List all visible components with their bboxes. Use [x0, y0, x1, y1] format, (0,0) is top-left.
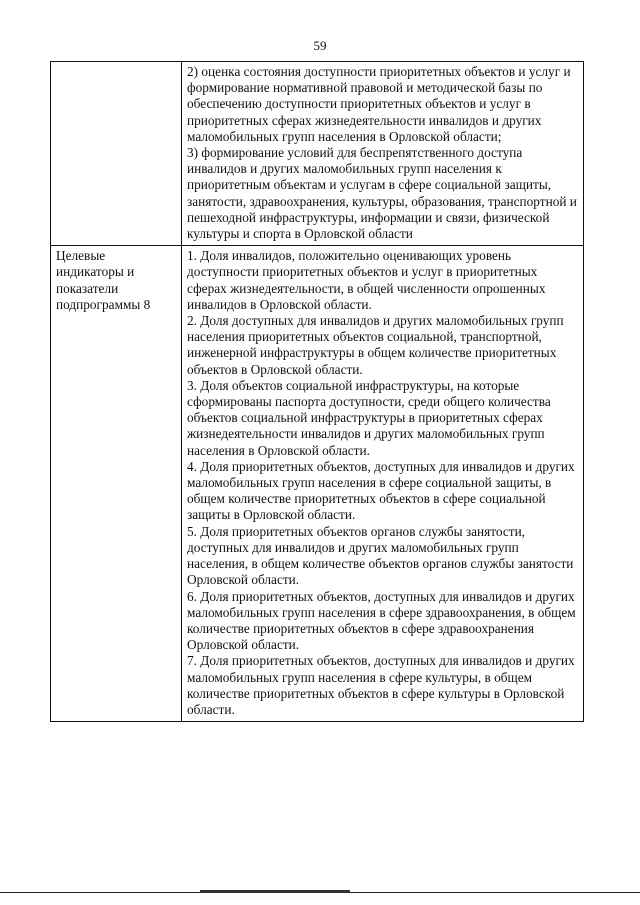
indicator-5: 5. Доля приоритетных объектов органов службы занятости, доступных для инвалидов и других маломобильных групп населения, в общем количестве объектов органов службы занятости Орловской области. [187, 523, 574, 588]
document-table [50, 61, 584, 722]
indicator-2: 2. Доля доступных для инвалидов и других маломобильных групп населения приоритетных объектов социальной, транспортной, инженерной инфраструктуры в общем количестве приоритетных объектов в Орловской области. [187, 313, 564, 377]
indicator-3: 3. Доля объектов социальной инфраструктуры, на которые сформированы паспорта доступности, среди общего количества объектов социальной инфраструктуры в приоритетных сферах жизнедеятельности инвалидов и других маломобильных групп населения в Орловской области. [187, 377, 551, 458]
indicator-7: 7. Доля приоритетных объектов, доступных для инвалидов и других маломобильных групп населения в сфере культуры, в общем количестве приоритетных объектов в сфере культуры в Орловской области. [187, 653, 575, 717]
paragraph: 2) оценка состояния доступности приоритетных объектов и услуг и формирование нормативной правовой и методической базы по обеспечению доступности приоритетных объектов и услуг в приоритетных сферах жизнедеятельности инвалидов и других маломобильных групп населения в Орловской области; [187, 64, 571, 144]
indicator-4: 4. Доля приоритетных объектов, доступных для инвалидов и других маломобильных групп населения в сфере социальной защиты, в общем количестве приоритетных объектов в сфере социальной защиты в Орловской области. [187, 458, 575, 523]
page-number: 59 [313, 38, 327, 53]
indicator-6: 6. Доля приоритетных объектов, доступных для инвалидов и других маломобильных групп населения в сфере здравоохранения, в общем количестве приоритетных объектов в сфере здравоохранения Орловской области. [187, 588, 576, 653]
table-row [51, 246, 584, 722]
paragraph: 3) формирование условий для беспрепятственного доступа инвалидов и других маломобильных групп населения к приоритетным объектам и услугам в сфере социальной защиты, занятости, здравоохранения, культуры, образования, транспортной и пешеходной инфраструктуры, информации и связи, физической культуры и спорта в Орловской области [187, 145, 577, 242]
indicator-1: 1. Доля инвалидов, положительно оценивающих уровень доступности приоритетных объектов и услуг в приоритетных сферах жизнедеятельности, в общей численности опрошенных инвалидов в Орловской области. [187, 248, 546, 312]
row-label: Целевые индикаторы и показатели подпрограммы 8 [51, 246, 182, 722]
row-label [51, 62, 182, 246]
footer-scan-mark [200, 890, 350, 893]
row-content [182, 246, 584, 722]
table-row [51, 62, 584, 246]
row-content [182, 62, 584, 246]
